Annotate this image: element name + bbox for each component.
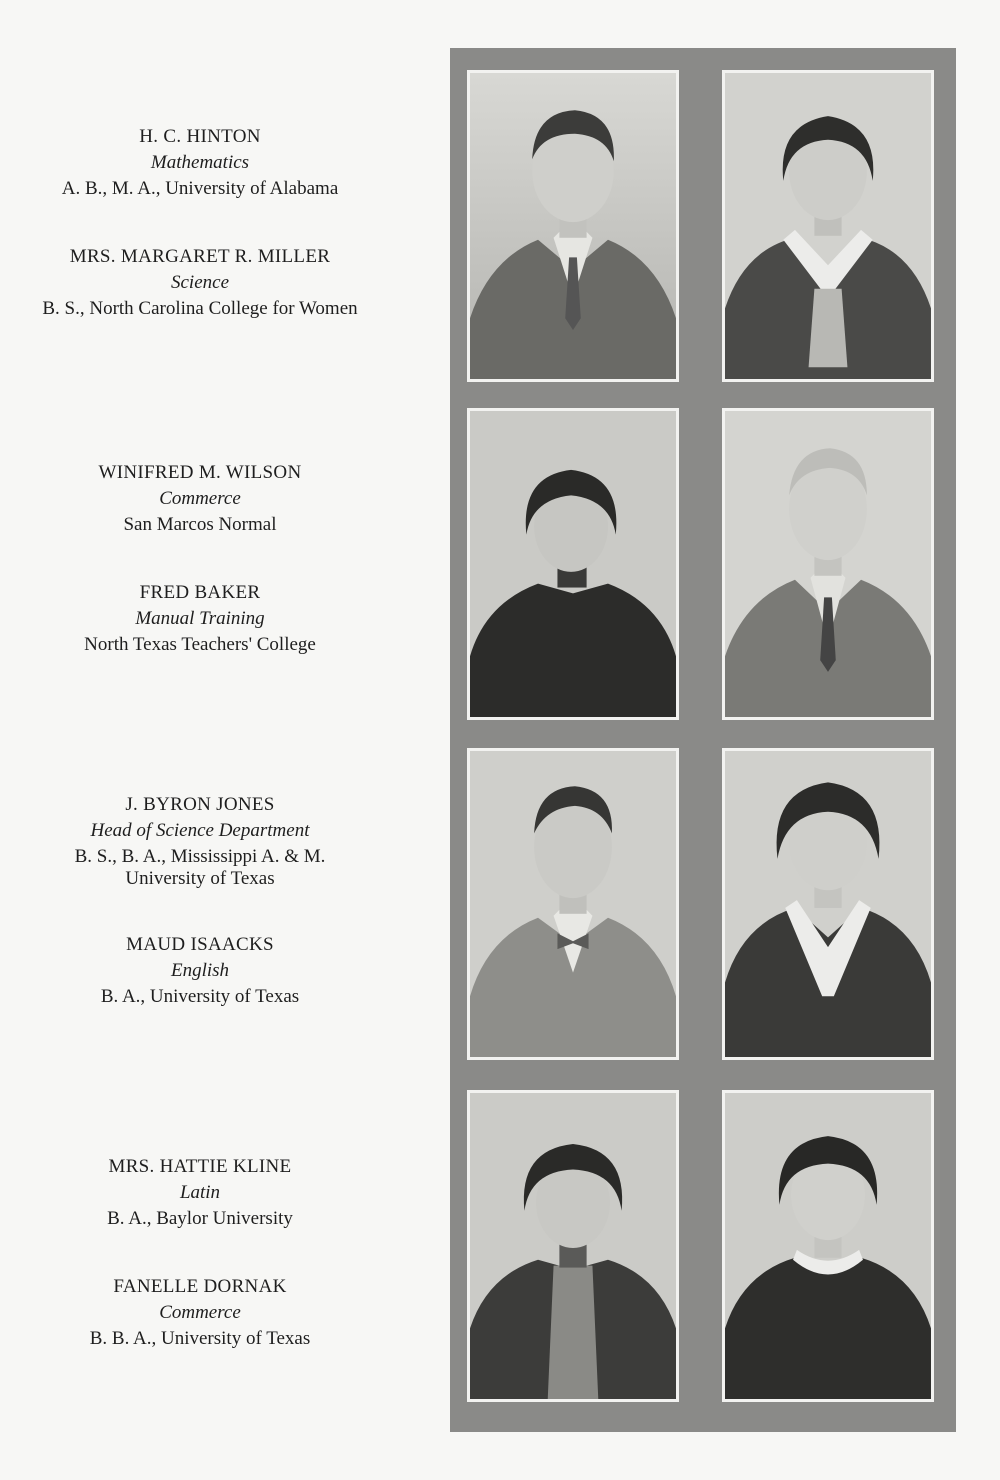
faculty-name: FRED BAKER xyxy=(139,582,261,603)
faculty-subject: Latin xyxy=(179,1182,221,1203)
faculty-name: FANELLE DORNAK xyxy=(113,1276,287,1297)
faculty-degree: A. B., M. A., University of Alabama xyxy=(61,178,339,199)
portrait-woman-high-collar-icon xyxy=(470,1093,676,1399)
faculty-subject: Science xyxy=(170,272,229,293)
faculty-name: MRS. MARGARET R. MILLER xyxy=(69,246,331,267)
faculty-entry-miller xyxy=(0,244,400,322)
faculty-degree: University of Texas xyxy=(125,868,275,889)
portrait-dornak xyxy=(722,1090,934,1402)
faculty-entry-dornak xyxy=(0,1274,400,1352)
portrait-man-bowtie-icon xyxy=(470,751,676,1057)
portrait-woman-white-collar-icon xyxy=(725,751,931,1057)
portrait-jones xyxy=(467,748,679,1060)
faculty-subject: English xyxy=(170,960,230,981)
faculty-degree: B. B. A., University of Texas xyxy=(89,1328,311,1349)
portrait-woman-round-collar-icon xyxy=(725,1093,931,1399)
portrait-hinton xyxy=(467,70,679,382)
faculty-entry-isaacks xyxy=(0,932,400,1010)
faculty-subject: Mathematics xyxy=(150,152,250,173)
faculty-entry-hinton xyxy=(0,124,400,202)
faculty-degree: B. A., University of Texas xyxy=(100,986,300,1007)
faculty-name: MAUD ISAACKS xyxy=(126,934,274,955)
faculty-name: H. C. HINTON xyxy=(139,126,261,147)
faculty-degree: B. S., North Carolina College for Women xyxy=(42,298,358,319)
portrait-man-suit-icon xyxy=(725,411,931,717)
faculty-name: J. BYRON JONES xyxy=(125,794,275,815)
faculty-entry-wilson xyxy=(0,460,400,538)
faculty-subject: Manual Training xyxy=(135,608,265,629)
faculty-name: MRS. HATTIE KLINE xyxy=(108,1156,292,1177)
faculty-degree: North Texas Teachers' College xyxy=(84,634,316,655)
portrait-miller xyxy=(722,70,934,382)
faculty-entry-kline xyxy=(0,1154,400,1232)
portrait-man-suit-icon xyxy=(470,73,676,379)
faculty-entry-jones xyxy=(0,792,400,892)
portrait-woman-lace-collar-icon xyxy=(725,73,931,379)
faculty-degree: San Marcos Normal xyxy=(123,514,277,535)
portrait-wilson xyxy=(467,408,679,720)
portrait-woman-dark-dress-icon xyxy=(470,411,676,717)
portrait-baker xyxy=(722,408,934,720)
faculty-degree: B. S., B. A., Mississippi A. & M. xyxy=(74,846,326,867)
faculty-entry-baker xyxy=(0,580,400,658)
portrait-isaacks xyxy=(722,748,934,1060)
faculty-degree: B. A., Baylor University xyxy=(107,1208,293,1229)
portrait-kline xyxy=(467,1090,679,1402)
faculty-name: WINIFRED M. WILSON xyxy=(98,462,302,483)
faculty-subject: Commerce xyxy=(159,1302,241,1323)
faculty-subject: Head of Science Department xyxy=(90,820,310,841)
portrait-panel xyxy=(450,48,956,1432)
faculty-subject: Commerce xyxy=(159,488,241,509)
